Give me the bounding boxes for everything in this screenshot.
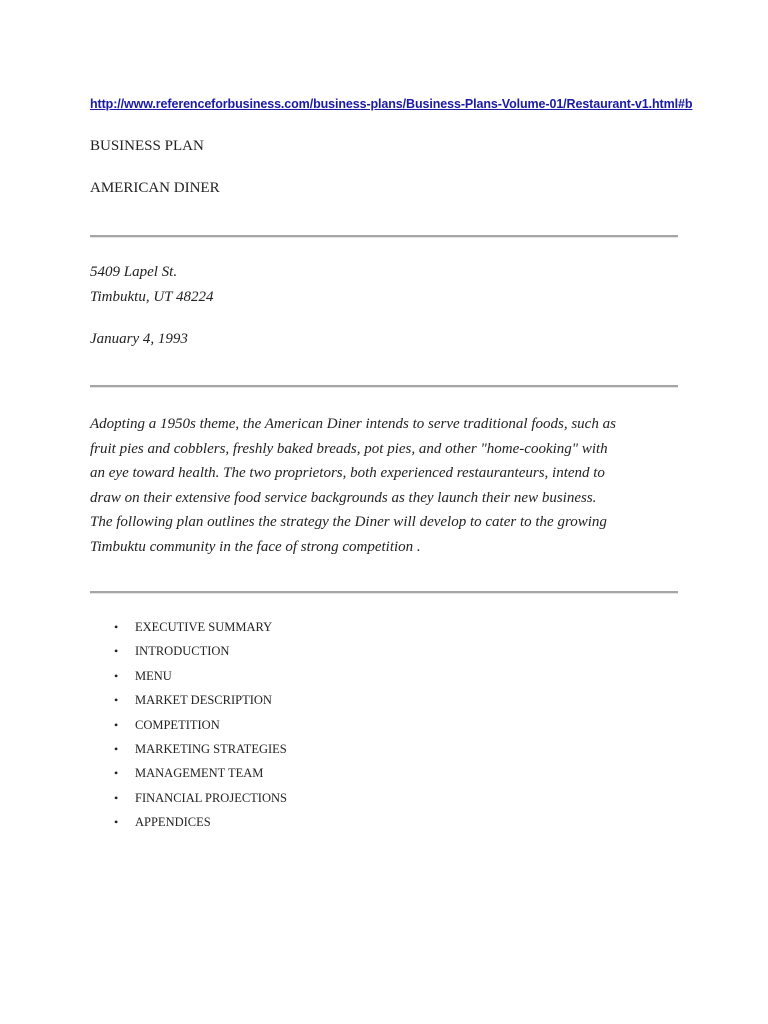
summary-line: an eye toward health. The two proprietors, both experienced restauranteurs, intend to: [90, 465, 605, 482]
toc-item-label: MENU: [135, 668, 172, 683]
toc-item-label: FINANCIAL PROJECTIONS: [135, 790, 287, 805]
bullet-icon: •: [114, 741, 119, 756]
summary-line: The following plan outlines the strategy the Diner will develop to cater to the growing: [90, 514, 607, 531]
document-title: BUSINESS PLAN: [90, 138, 204, 154]
summary-paragraph: [90, 412, 690, 560]
toc-item-label: EXECUTIVE SUMMARY: [135, 620, 273, 634]
address-street: 5409 Lapel St.: [90, 264, 178, 280]
address-city: Timbuktu, UT 48224: [90, 289, 214, 305]
toc-item-label: MARKETING STRATEGIES: [135, 741, 287, 756]
document-subtitle: AMERICAN DINER: [90, 180, 220, 196]
bullet-icon: •: [114, 668, 119, 683]
bullet-icon: •: [114, 815, 119, 830]
bullet-icon: •: [114, 790, 119, 805]
toc-item-label: MARKET DESCRIPTION: [135, 693, 272, 708]
source-link[interactable]: http://www.referenceforbusiness.com/business-plans/Business-Plans-Volume-01/Restaurant-v1.html#b: [90, 97, 693, 111]
toc-item-label: INTRODUCTION: [135, 644, 230, 659]
summary-line: fruit pies and cobblers, freshly baked breads, pot pies, and other "home-cooking" with: [90, 440, 608, 457]
document-date: January 4, 1993: [90, 331, 188, 347]
bullet-icon: •: [114, 717, 119, 732]
toc-item-label: COMPETITION: [135, 717, 220, 732]
summary-line: Adopting a 1950s theme, the American Diner intends to serve traditional foods, such as: [90, 416, 616, 432]
bullet-icon: •: [114, 766, 119, 781]
bullet-icon: •: [114, 644, 119, 659]
toc-item-label: APPENDICES: [135, 815, 211, 830]
summary-line: draw on their extensive food service backgrounds as they launch their new business.: [90, 489, 597, 506]
summary-line: Timbuktu community in the face of strong competition .: [90, 538, 421, 555]
bullet-icon: •: [114, 693, 119, 708]
bullet-icon: •: [114, 620, 119, 634]
horizontal-divider: [90, 591, 678, 594]
horizontal-divider: [90, 385, 678, 388]
horizontal-divider: [90, 235, 678, 238]
toc-item-label: MANAGEMENT TEAM: [135, 766, 264, 781]
